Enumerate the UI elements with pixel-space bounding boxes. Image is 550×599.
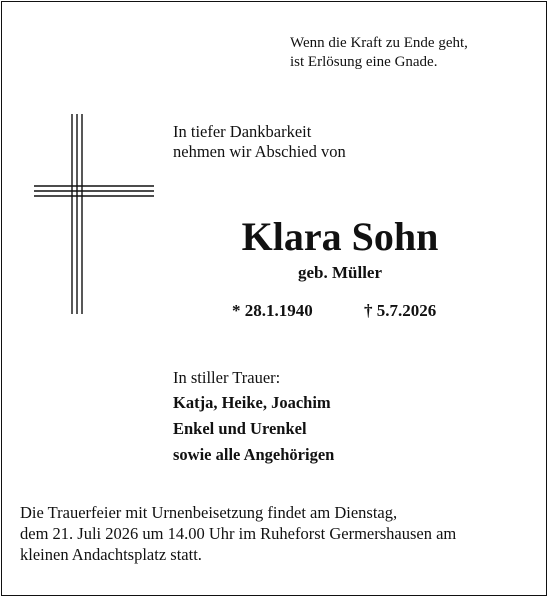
intro-text [173,122,346,162]
intro-line-2: nehmen wir Abschied von [173,142,346,161]
intro-line-1: In tiefer Dankbarkeit [173,122,312,141]
mourning-label: In stiller Trauer: [173,368,281,387]
cross-icon [34,114,154,314]
mourner-line: Enkel und Urenkel [173,419,307,438]
notice-line-3: kleinen Andachtsplatz statt. [20,545,202,564]
mourner-line: sowie alle Angehörigen [173,445,335,464]
funeral-notice [20,502,456,565]
notice-line-1: Die Trauerfeier mit Urnenbeisetzung findet am Dienstag, [20,503,398,522]
motto-line-2: ist Erlösung eine Gnade. [290,54,438,70]
deceased-name: Klara Sohn [241,214,439,259]
mourner-line: Katja, Heike, Joachim [173,393,331,412]
death-date: † 5.7.2026 [364,301,437,320]
motto-quote [290,34,468,72]
birth-date: * 28.1.1940 [232,301,313,320]
notice-line-2: dem 21. Juli 2026 um 14.00 Uhr im Ruheforst Germershausen am [20,524,457,543]
motto-line-1: Wenn die Kraft zu Ende geht, [290,35,468,51]
maiden-name: geb. Müller [297,263,383,282]
